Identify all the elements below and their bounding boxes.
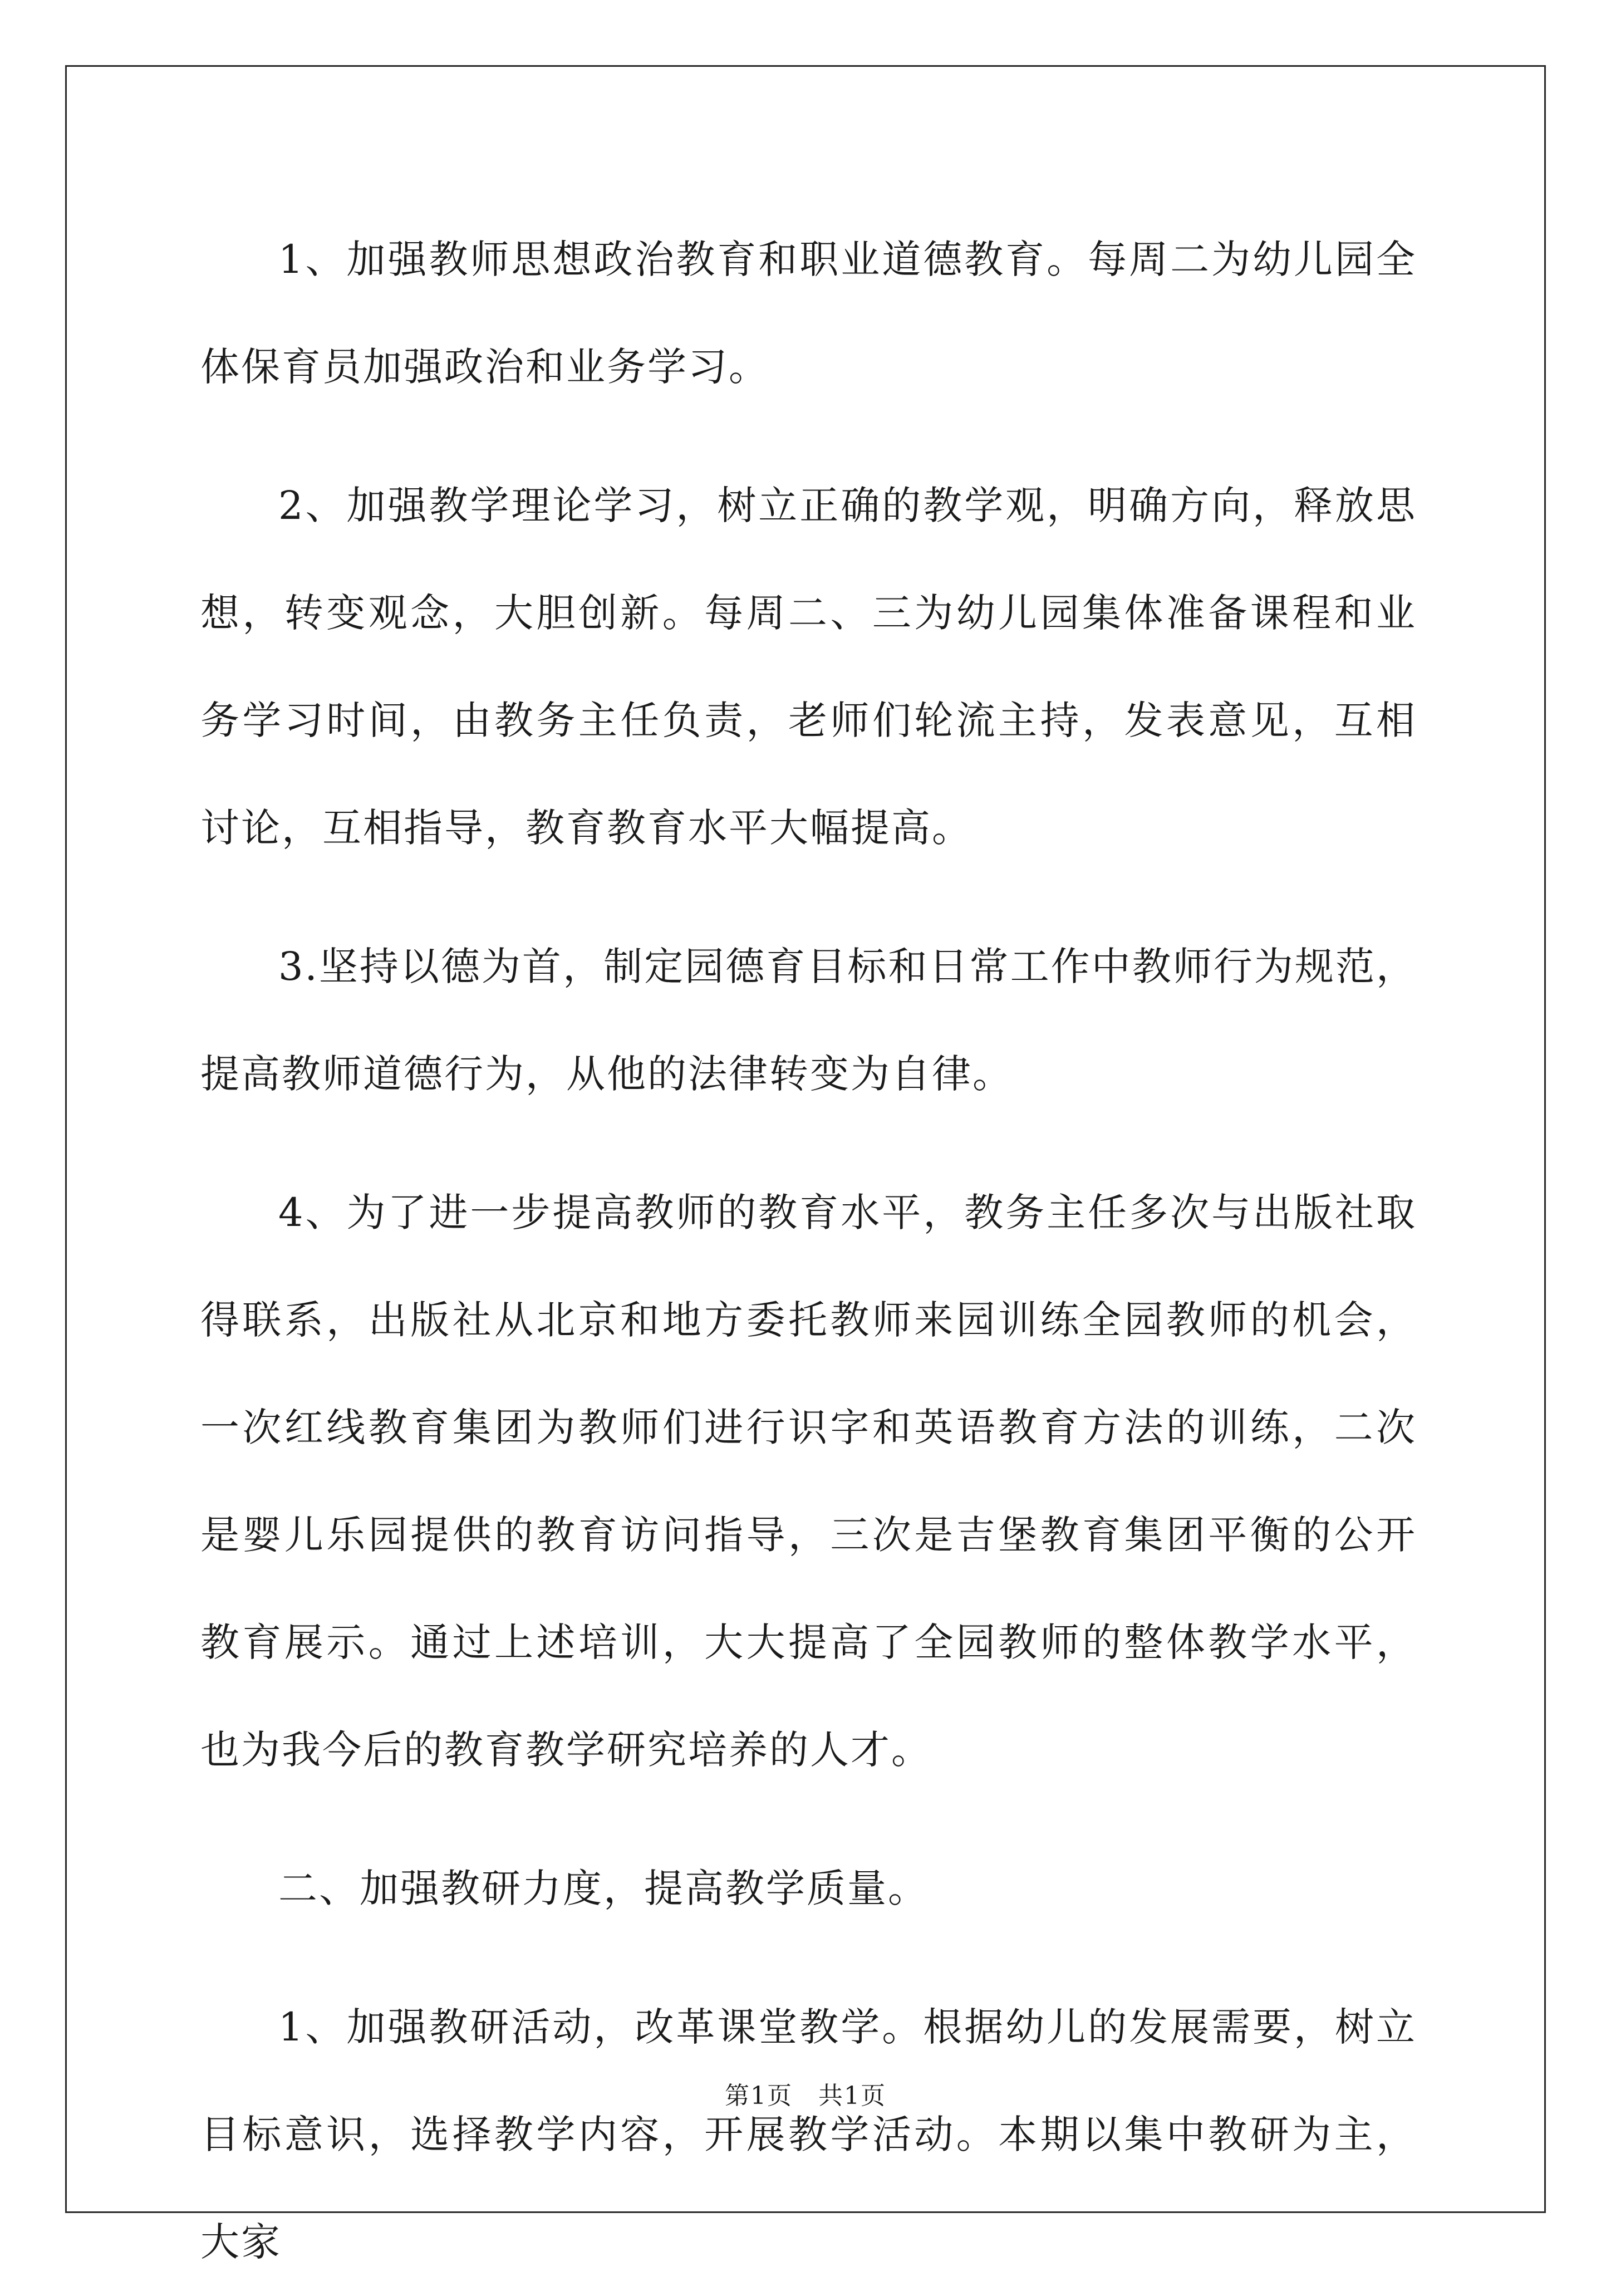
section-heading: 二、加强教研力度，提高教学质量。 xyxy=(278,1866,929,1911)
document-body xyxy=(200,206,1417,2296)
paragraph-3: 3.坚持以德为首，制定园德育目标和日常工作中教师行为规范，提高教师道德行为，从他的法律转变为自律。 xyxy=(200,944,1417,1097)
page-footer: 第1页 共1页 xyxy=(725,2082,886,2110)
paragraph-1: 1、加强教师思想政治教育和职业道德教育。每周二为幼儿园全体保育员加强政治和业务学习。 xyxy=(200,237,1417,390)
paragraph-2: 2、加强教学理论学习，树立正确的教学观，明确方向，释放思想，转变观念，大胆创新。每周二、三为幼儿园集体准备课程和业务学习时间，由教务主任负责，老师们轮流主持，发表意见，互相讨论，互相指导，教育教育水平大幅提高。 xyxy=(200,483,1417,851)
paragraph-5: 1、加强教研活动，改革课堂教学。根据幼儿的发展需要，树立目标意识，选择教学内容，开展教学活动。本期以集中教研为主，大家 xyxy=(200,2004,1417,2265)
paragraph-4: 4、为了进一步提高教师的教育水平，教务主任多次与出版社取得联系，出版社从北京和地方委托教师来园训练全园教师的机会，一次红线教育集团为教师们进行识字和英语教育方法的训练，二次是婴儿乐园提供的教育访问指导，三次是吉堡教育集团平衡的公开教育展示。通过上述培训，大大提高了全园教师的整体教学水平，也为我今后的教育教学研究培养的人才。 xyxy=(200,1190,1417,1773)
